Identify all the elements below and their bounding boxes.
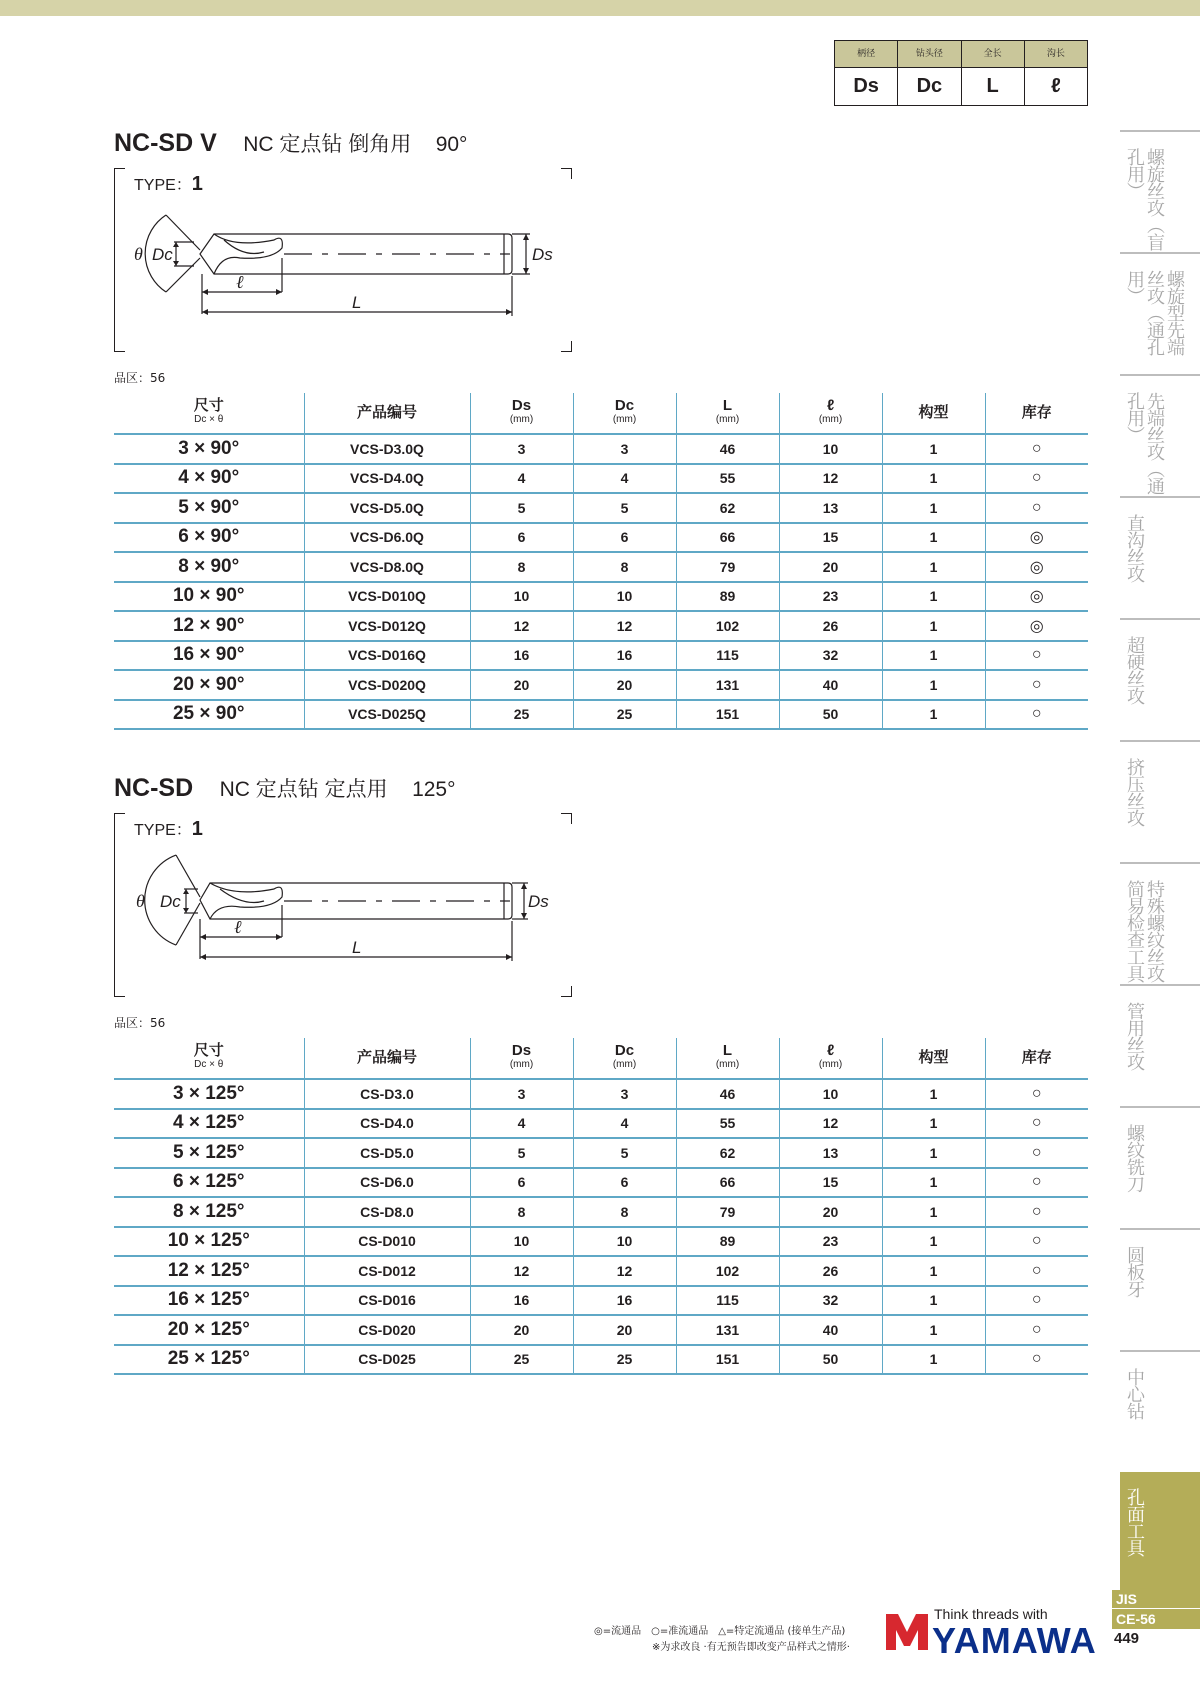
length-cell: 131: [676, 1315, 779, 1345]
table-row: [114, 434, 1088, 464]
table-row: [114, 523, 1088, 553]
ell-cell: 50: [779, 1345, 882, 1375]
stock-cell: ○: [985, 1109, 1088, 1139]
type-cell: 1: [882, 1079, 985, 1109]
col-code: 产品编号: [304, 393, 470, 434]
dc-cell: 12: [573, 1256, 676, 1286]
ell-cell: 40: [779, 1315, 882, 1345]
dc-cell: 16: [573, 1286, 676, 1316]
ell-cell: 50: [779, 700, 882, 730]
theta-label: θ: [136, 891, 145, 911]
product-zone: 品区：56: [114, 1016, 166, 1030]
table-row: [114, 670, 1088, 700]
size-cell: 6 × 125°: [114, 1168, 304, 1198]
ds-cell: 5: [470, 493, 573, 523]
dc-cell: 8: [573, 552, 676, 582]
dc-cell: 12: [573, 611, 676, 641]
jis-label: JIS: [1112, 1590, 1200, 1608]
product-description: NC 定点钻 倒角用: [243, 133, 412, 156]
stock-cell: ○: [985, 464, 1088, 494]
stock-cell: ○: [985, 1256, 1088, 1286]
code-cell: CS-D5.0: [304, 1138, 470, 1168]
side-tab[interactable]: 特殊螺纹丝攻简易检查工具: [1120, 862, 1200, 984]
catalog-code: CE-56: [1112, 1609, 1200, 1629]
length-cell: 66: [676, 1168, 779, 1198]
dc-label: Dc: [160, 892, 181, 911]
section-title: [114, 128, 467, 158]
size-cell: 3 × 90°: [114, 434, 304, 464]
ell-cell: 26: [779, 611, 882, 641]
dc-label: Dc: [152, 245, 173, 264]
length-cell: 102: [676, 1256, 779, 1286]
stock-cell: ○: [985, 700, 1088, 730]
table-row: [114, 700, 1088, 730]
code-cell: CS-D016: [304, 1286, 470, 1316]
dc-cell: 6: [573, 1168, 676, 1198]
code-cell: CS-D010: [304, 1227, 470, 1257]
top-color-bar: [0, 0, 1200, 16]
dim-label: 钻头径: [898, 41, 961, 67]
ds-label: Ds: [528, 892, 549, 911]
length-cell: 46: [676, 434, 779, 464]
dc-cell: 4: [573, 464, 676, 494]
dim-label: 柄径: [835, 41, 898, 67]
side-tab[interactable]: 螺旋丝攻（盲孔用）: [1120, 130, 1200, 252]
yamawa-logo-icon: [884, 1608, 930, 1652]
table-row: [114, 1345, 1088, 1375]
product-series-code: NC-SD V: [114, 129, 217, 157]
dc-cell: 20: [573, 670, 676, 700]
dc-cell: 4: [573, 1109, 676, 1139]
stock-cell: ○: [985, 1197, 1088, 1227]
type-cell: 1: [882, 1109, 985, 1139]
table-row: [114, 582, 1088, 612]
side-tab[interactable]: 先端丝攻（通孔用）: [1120, 374, 1200, 496]
side-tab[interactable]: 直沟丝攻: [1120, 496, 1200, 618]
tool-drawing-frame: [114, 168, 572, 352]
dim-symbol: Dc: [898, 68, 961, 105]
dc-cell: 8: [573, 1197, 676, 1227]
col-type: 构型: [882, 393, 985, 434]
size-cell: 25 × 125°: [114, 1345, 304, 1375]
ell-cell: 12: [779, 1109, 882, 1139]
length-label: L: [352, 293, 362, 312]
table-row: [114, 1286, 1088, 1316]
code-cell: CS-D3.0: [304, 1079, 470, 1109]
ell-cell: 15: [779, 1168, 882, 1198]
dc-cell: 10: [573, 582, 676, 612]
stock-cell: ○: [985, 1286, 1088, 1316]
type-cell: 1: [882, 1286, 985, 1316]
dc-cell: 20: [573, 1315, 676, 1345]
side-tab[interactable]: 中心钻: [1120, 1350, 1200, 1472]
code-cell: VCS-D016Q: [304, 641, 470, 671]
ell-cell: 13: [779, 1138, 882, 1168]
ell-cell: 20: [779, 552, 882, 582]
length-cell: 151: [676, 700, 779, 730]
code-cell: VCS-D5.0Q: [304, 493, 470, 523]
table-row: [114, 1256, 1088, 1286]
ell-cell: 40: [779, 670, 882, 700]
col-l: L (mm): [676, 1038, 779, 1079]
stock-cell: ○: [985, 670, 1088, 700]
size-cell: 16 × 90°: [114, 641, 304, 671]
product-zone: 品区：56: [114, 371, 166, 385]
ds-cell: 20: [470, 1315, 573, 1345]
size-cell: 12 × 90°: [114, 611, 304, 641]
table-row: [114, 1227, 1088, 1257]
section-title: [114, 773, 456, 803]
length-cell: 131: [676, 670, 779, 700]
type-cell: 1: [882, 700, 985, 730]
length-label: L: [352, 938, 362, 957]
code-cell: VCS-D8.0Q: [304, 552, 470, 582]
table-row: [114, 1138, 1088, 1168]
product-angle: 125°: [412, 778, 456, 801]
theta-label: θ: [134, 244, 143, 264]
length-cell: 115: [676, 1286, 779, 1316]
product-series-code: NC-SD: [114, 774, 194, 802]
ds-cell: 6: [470, 523, 573, 553]
ell-cell: 13: [779, 493, 882, 523]
ds-cell: 8: [470, 552, 573, 582]
ell-label: ℓ: [236, 272, 244, 292]
stock-cell: ○: [985, 1315, 1088, 1345]
type-label: TYPE：1: [134, 173, 203, 195]
col-type: 构型: [882, 1038, 985, 1079]
size-cell: 8 × 90°: [114, 552, 304, 582]
ell-cell: 15: [779, 523, 882, 553]
type-cell: 1: [882, 582, 985, 612]
ds-cell: 25: [470, 700, 573, 730]
drill-diagram: [114, 813, 572, 997]
code-cell: VCS-D3.0Q: [304, 434, 470, 464]
dim-symbol: L: [962, 68, 1025, 105]
col-dc: Dc (mm): [573, 1038, 676, 1079]
ds-cell: 16: [470, 1286, 573, 1316]
stock-cell: ○: [985, 1138, 1088, 1168]
ds-cell: 16: [470, 641, 573, 671]
type-cell: 1: [882, 641, 985, 671]
ds-cell: 4: [470, 1109, 573, 1139]
dc-cell: 6: [573, 523, 676, 553]
type-cell: 1: [882, 1227, 985, 1257]
dc-cell: 10: [573, 1227, 676, 1257]
stock-cell: ○: [985, 434, 1088, 464]
length-cell: 62: [676, 1138, 779, 1168]
ell-cell: 32: [779, 641, 882, 671]
ds-cell: 4: [470, 464, 573, 494]
ds-cell: 6: [470, 1168, 573, 1198]
col-l: L (mm): [676, 393, 779, 434]
notice-text: ※为求改良 ·有无预告即改变产品样式之情形·: [652, 1642, 850, 1653]
ds-cell: 25: [470, 1345, 573, 1375]
side-tab[interactable]: 螺纹铣刀: [1120, 1106, 1200, 1228]
size-cell: 25 × 90°: [114, 700, 304, 730]
length-cell: 115: [676, 641, 779, 671]
length-cell: 66: [676, 523, 779, 553]
size-cell: 10 × 125°: [114, 1227, 304, 1257]
length-cell: 89: [676, 582, 779, 612]
stock-cell: ○: [985, 1079, 1088, 1109]
length-cell: 89: [676, 1227, 779, 1257]
tool-drawing-frame: [114, 813, 572, 997]
dim-symbol: Ds: [835, 68, 898, 105]
code-cell: CS-D6.0: [304, 1168, 470, 1198]
code-cell: CS-D025: [304, 1345, 470, 1375]
code-cell: VCS-D6.0Q: [304, 523, 470, 553]
ell-cell: 23: [779, 582, 882, 612]
side-tab[interactable]: 超硬丝攻: [1120, 618, 1200, 740]
type-cell: 1: [882, 611, 985, 641]
code-cell: CS-D020: [304, 1315, 470, 1345]
size-cell: 20 × 125°: [114, 1315, 304, 1345]
size-cell: 5 × 125°: [114, 1138, 304, 1168]
ds-cell: 3: [470, 1079, 573, 1109]
dc-cell: 25: [573, 700, 676, 730]
length-cell: 79: [676, 1197, 779, 1227]
dim-label: 全长: [962, 41, 1025, 67]
size-cell: 12 × 125°: [114, 1256, 304, 1286]
table-row: [114, 464, 1088, 494]
stock-cell: ◎: [985, 582, 1088, 612]
type-cell: 1: [882, 1138, 985, 1168]
stock-cell: ○: [985, 1168, 1088, 1198]
ds-label: Ds: [532, 245, 553, 264]
type-cell: 1: [882, 523, 985, 553]
length-cell: 62: [676, 493, 779, 523]
ds-cell: 8: [470, 1197, 573, 1227]
stock-cell: ○: [985, 641, 1088, 671]
col-size: 尺寸 Dc × θ: [114, 1038, 304, 1079]
table-row: [114, 552, 1088, 582]
stock-cell: ○: [985, 1227, 1088, 1257]
side-tab[interactable]: 圆板牙: [1120, 1228, 1200, 1350]
ds-cell: 12: [470, 611, 573, 641]
stock-cell: ◎: [985, 552, 1088, 582]
dim-label: 沟长: [1046, 49, 1065, 59]
length-cell: 55: [676, 464, 779, 494]
length-cell: 79: [676, 552, 779, 582]
size-cell: 6 × 90°: [114, 523, 304, 553]
type-cell: 1: [882, 464, 985, 494]
size-cell: 16 × 125°: [114, 1286, 304, 1316]
stock-legend: ◎=流通品 ○=准流通品 △=特定流通品 (接单生产品): [594, 1626, 846, 1637]
side-tab[interactable]: 挤压丝攻: [1120, 740, 1200, 862]
size-cell: 3 × 125°: [114, 1079, 304, 1109]
size-cell: 4 × 90°: [114, 464, 304, 494]
ds-cell: 12: [470, 1256, 573, 1286]
ds-cell: 20: [470, 670, 573, 700]
drill-diagram: [114, 168, 572, 352]
table-row: [114, 493, 1088, 523]
type-cell: 1: [882, 1197, 985, 1227]
col-ds: Ds (mm): [470, 393, 573, 434]
ell-cell: 10: [779, 1079, 882, 1109]
type-cell: 1: [882, 1345, 985, 1375]
code-cell: VCS-D012Q: [304, 611, 470, 641]
type-cell: 1: [882, 1315, 985, 1345]
table-row: [114, 1197, 1088, 1227]
ds-cell: 10: [470, 1227, 573, 1257]
dc-cell: 25: [573, 1345, 676, 1375]
ds-cell: 5: [470, 1138, 573, 1168]
col-stock: 库存: [985, 393, 1088, 434]
ell-cell: 26: [779, 1256, 882, 1286]
stock-cell: ○: [985, 493, 1088, 523]
type-cell: 1: [882, 434, 985, 464]
page-number: 449: [1114, 1630, 1140, 1647]
type-label: TYPE：1: [134, 818, 203, 840]
size-cell: 8 × 125°: [114, 1197, 304, 1227]
side-tab[interactable]: 管用丝攻: [1120, 984, 1200, 1106]
code-cell: VCS-D4.0Q: [304, 464, 470, 494]
size-cell: 4 × 125°: [114, 1109, 304, 1139]
ds-cell: 3: [470, 434, 573, 464]
dim-symbol: ℓ: [1050, 75, 1061, 97]
table-row: [114, 1079, 1088, 1109]
type-cell: 1: [882, 1168, 985, 1198]
brand-tagline: Think threads with: [934, 1606, 1048, 1622]
dc-cell: 5: [573, 1138, 676, 1168]
code-cell: VCS-D010Q: [304, 582, 470, 612]
col-dc: Dc (mm): [573, 393, 676, 434]
dc-cell: 5: [573, 493, 676, 523]
stock-cell: ○: [985, 1345, 1088, 1375]
length-cell: 46: [676, 1079, 779, 1109]
type-cell: 1: [882, 493, 985, 523]
table-row: [114, 641, 1088, 671]
length-cell: 55: [676, 1109, 779, 1139]
code-cell: CS-D8.0: [304, 1197, 470, 1227]
col-ell: ℓ (mm): [779, 1038, 882, 1079]
col-stock: 库存: [985, 1038, 1088, 1079]
product-description: NC 定点钻 定点用: [219, 778, 388, 801]
ell-cell: 12: [779, 464, 882, 494]
table-row: [114, 611, 1088, 641]
dimension-legend: [834, 40, 1088, 106]
table-row: [114, 1168, 1088, 1198]
col-ell: ℓ (mm): [779, 393, 882, 434]
code-cell: VCS-D020Q: [304, 670, 470, 700]
ell-cell: 10: [779, 434, 882, 464]
brand-name: YAMAWA: [932, 1620, 1097, 1661]
table-row: [114, 1315, 1088, 1345]
col-ds: Ds (mm): [470, 1038, 573, 1079]
spec-table-ncsdv: [114, 393, 1088, 730]
table-row: [114, 1109, 1088, 1139]
length-cell: 151: [676, 1345, 779, 1375]
product-angle: 90°: [435, 133, 468, 156]
size-cell: 20 × 90°: [114, 670, 304, 700]
size-cell: 5 × 90°: [114, 493, 304, 523]
length-cell: 102: [676, 611, 779, 641]
spec-table-ncsd: [114, 1038, 1088, 1375]
ell-label: ℓ: [234, 917, 242, 937]
ell-cell: 23: [779, 1227, 882, 1257]
ell-cell: 32: [779, 1286, 882, 1316]
type-cell: 1: [882, 670, 985, 700]
ds-cell: 10: [470, 582, 573, 612]
code-cell: CS-D012: [304, 1256, 470, 1286]
dc-cell: 16: [573, 641, 676, 671]
code-cell: VCS-D025Q: [304, 700, 470, 730]
stock-cell: ◎: [985, 611, 1088, 641]
side-tab[interactable]: 螺旋型先端丝攻（通孔用）: [1120, 252, 1200, 374]
size-cell: 10 × 90°: [114, 582, 304, 612]
type-cell: 1: [882, 1256, 985, 1286]
code-cell: CS-D4.0: [304, 1109, 470, 1139]
ell-cell: 20: [779, 1197, 882, 1227]
col-code: 产品编号: [304, 1038, 470, 1079]
stock-cell: ◎: [985, 523, 1088, 553]
col-size: 尺寸 Dc × θ: [114, 393, 304, 434]
dc-cell: 3: [573, 1079, 676, 1109]
type-cell: 1: [882, 552, 985, 582]
side-tab-active[interactable]: 孔面工具: [1120, 1472, 1200, 1590]
dc-cell: 3: [573, 434, 676, 464]
